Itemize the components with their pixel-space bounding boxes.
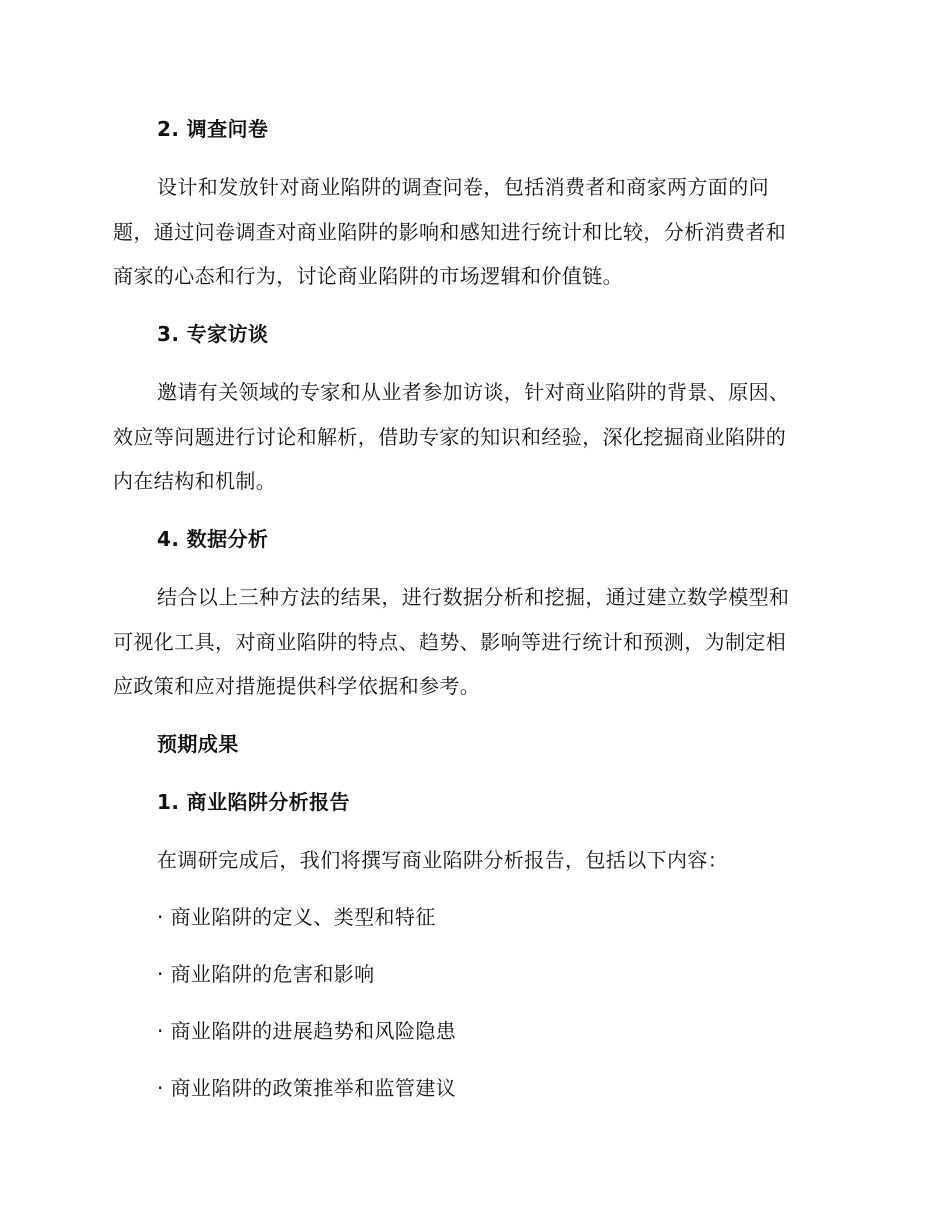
list-item: · 商业陷阱的危害和影响 xyxy=(157,962,375,986)
paragraph-line: 应政策和应对措施提供科学依据和参考。 xyxy=(113,674,481,698)
paragraph-line: 题，通过问卷调查对商业陷阱的影响和感知进行统计和比较，分析消费者和 xyxy=(113,220,787,244)
report-subheading: 1. 商业陷阱分析报告 xyxy=(157,790,350,814)
paragraph-line: 邀请有关领域的专家和从业者参加访谈，针对商业陷阱的背景、原因、 xyxy=(157,380,790,404)
paragraph-line: 内在结构和机制。 xyxy=(113,469,277,493)
list-item: · 商业陷阱的进展趋势和风险隐患 xyxy=(157,1019,457,1043)
paragraph-line: 设计和发放针对商业陷阱的调查问卷，包括消费者和商家两方面的问 xyxy=(157,175,769,199)
expected-results-heading: 预期成果 xyxy=(157,732,239,756)
list-item: · 商业陷阱的政策推举和监管建议 xyxy=(157,1076,457,1100)
paragraph-line: 商家的心态和行为，讨论商业陷阱的市场逻辑和价值链。 xyxy=(113,264,623,288)
paragraph-line: 结合以上三种方法的结果，进行数据分析和挖掘，通过建立数学模型和 xyxy=(157,585,790,609)
report-intro: 在调研完成后，我们将撰写商业陷阱分析报告，包括以下内容： xyxy=(157,848,729,872)
list-item: · 商业陷阱的定义、类型和特征 xyxy=(157,905,436,929)
section-heading-survey: 2. 调查问卷 xyxy=(157,117,269,141)
section-heading-data-analysis: 4. 数据分析 xyxy=(157,527,269,551)
section-heading-expert-interview: 3. 专家访谈 xyxy=(157,322,269,346)
paragraph-line: 效应等问题进行讨论和解析，借助专家的知识和经验，深化挖掘商业陷阱的 xyxy=(113,425,787,449)
paragraph-line: 可视化工具，对商业陷阱的特点、趋势、影响等进行统计和预测，为制定相 xyxy=(113,630,787,654)
